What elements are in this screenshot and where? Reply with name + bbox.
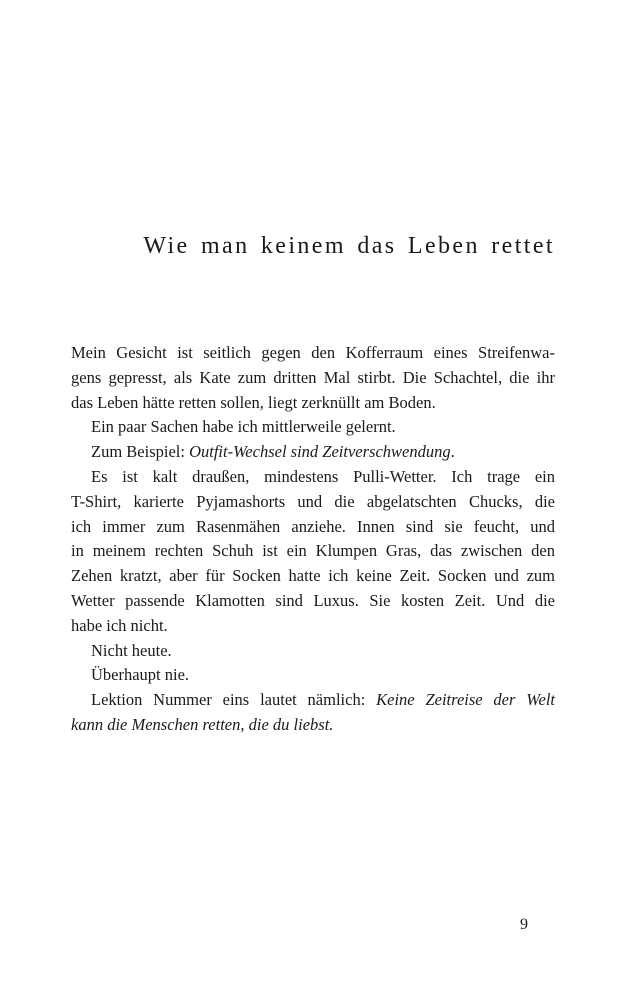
text-line: in meinem rechten Schuh ist ein Klumpen Gras, das zwischen den xyxy=(71,541,555,561)
text-line: Mein Gesicht ist seitlich gegen den Kofferraum eines Streifenwa- xyxy=(71,343,555,362)
page-number: 9 xyxy=(520,916,528,933)
body-text xyxy=(71,341,555,738)
text-line: Zehen kratzt, aber für Socken hatte ich keine Zeit. Socken und zum xyxy=(71,566,555,586)
italic-text: Keine Zeitreise der Welt xyxy=(376,690,555,710)
text-line: Nicht heute. xyxy=(91,640,172,660)
italic-text-line: kann die Menschen retten, die du liebst. xyxy=(71,714,334,734)
text-segment: Lektion Nummer eins lautet nämlich: xyxy=(91,690,377,710)
text-line: das Leben hätte retten sollen, liegt zerknüllt am Boden. xyxy=(71,392,436,412)
text-line: Wetter passende Klamotten sind Luxus. Sie kosten Zeit. Und die xyxy=(71,590,555,610)
text-line: T-Shirt, karierte Pyjamashorts und die abgelatschten Chucks, die xyxy=(71,491,555,511)
text-line xyxy=(71,440,555,465)
text-segment: . xyxy=(450,442,455,462)
text-line: habe ich nicht. xyxy=(71,615,168,635)
text-line: Es ist kalt draußen, mindestens Pulli-Wetter. Ich trage ein xyxy=(91,466,555,486)
italic-text: Outfit-Wechsel sind Zeitverschwendung xyxy=(189,442,451,462)
chapter-title: Wie man keinem das Leben rettet xyxy=(143,233,555,259)
text-line: Ein paar Sachen habe ich mittlerweile gelernt. xyxy=(91,417,396,437)
text-segment: Zum Beispiel: xyxy=(91,442,190,462)
text-line: ich immer zum Rasenmähen anziehe. Innen sind sie feucht, und xyxy=(71,516,555,536)
text-line xyxy=(71,688,555,713)
text-line: Überhaupt nie. xyxy=(91,665,190,685)
text-line: gens gepresst, als Kate zum dritten Mal stirbt. Die Schachtel, die ihr xyxy=(71,367,555,387)
